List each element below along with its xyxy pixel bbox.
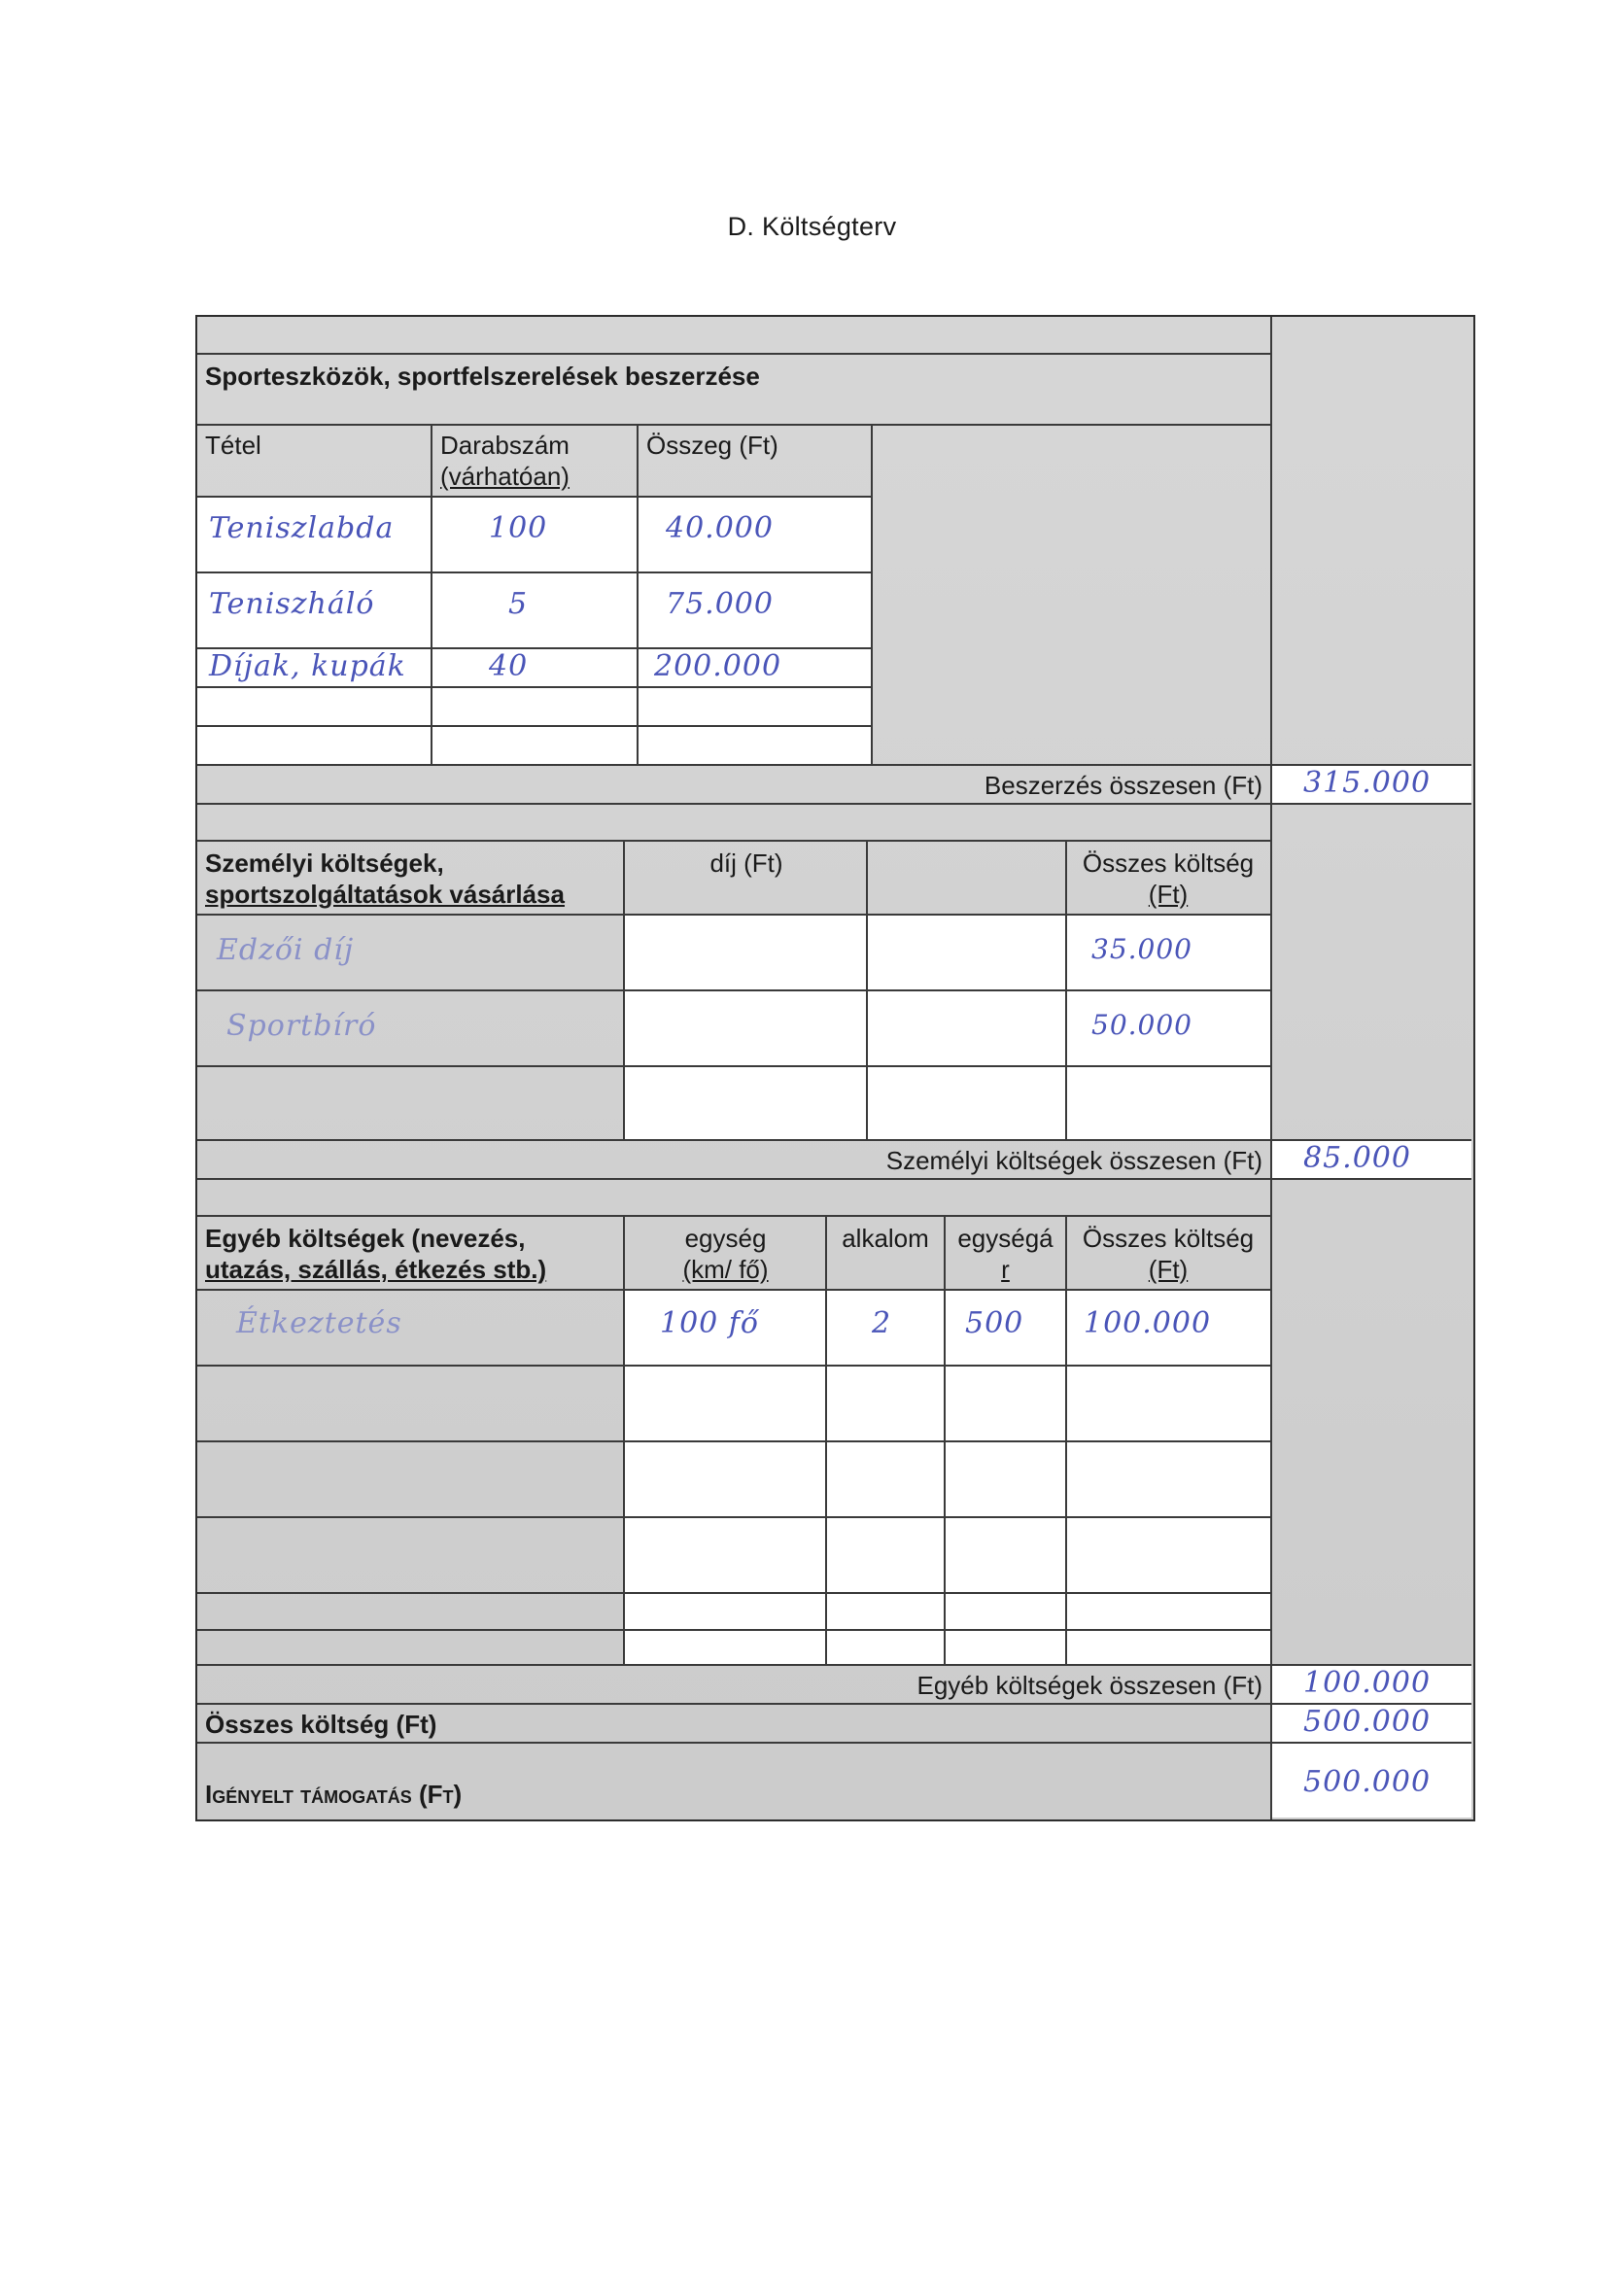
count-cell: 5 [508,587,529,621]
item-cell: Teniszlabda [209,511,395,545]
col-total-header: Összes költség [1082,849,1255,878]
rule [197,1065,1270,1067]
rule [197,686,873,688]
section1-heading: Sporteszközök, sportfelszerelések beszerzése [205,362,760,391]
grand-total-label: Összes költség (Ft) [205,1710,437,1739]
personnel-total-cell: 35.000 [1091,933,1192,965]
other-item-cell: Étkeztetés [236,1306,402,1340]
other-occasion-cell: 2 [872,1306,892,1340]
rule [637,424,639,766]
rule [197,424,1270,426]
cost-plan-table [195,315,1475,1821]
rule [197,353,1270,355]
rule [197,914,1270,916]
grand-total-value: 500.000 [1303,1705,1432,1739]
requested-label: Igényelt támogatás (Ft) [205,1780,463,1809]
section1-total-label: Beszerzés összesen (Ft) [984,771,1262,800]
personnel-total-cell: 50.000 [1091,1009,1192,1041]
rule [431,424,432,766]
rule [197,1516,1270,1518]
other-unitprice-cell: 500 [965,1306,1024,1340]
section3-total-value: 100.000 [1303,1666,1432,1700]
other-total-cell: 100.000 [1084,1306,1212,1340]
rule [197,803,1471,805]
col-occasion-header: alkalom [842,1224,929,1253]
col-fee-header: díj (Ft) [709,849,783,878]
rule [197,1440,1270,1442]
section1-total-value: 315.000 [1303,766,1432,800]
section3-heading-line2: utazás, szállás, étkezés stb.) [205,1255,547,1284]
other-unit-cell: 100 fő [660,1306,759,1340]
rule [197,725,873,727]
col-unitprice-subheader: r [1001,1255,1010,1284]
amount-cell: 40.000 [666,511,774,545]
rule [871,424,873,766]
section3-total-label: Egyéb költségek összesen (Ft) [916,1671,1262,1700]
requested-value: 500.000 [1303,1765,1432,1799]
personnel-item-cell: Edzői díj [217,933,355,967]
col-total-subheader: (Ft) [1148,880,1189,909]
col-unit-header: egység [684,1224,767,1253]
col-unit-subheader: (km/ fő) [682,1255,769,1284]
col-count-subheader: (várhatóan) [440,462,570,491]
section2-total-label: Személyi költségek összesen (Ft) [885,1146,1262,1175]
amount-cell: 75.000 [666,587,774,621]
rule [197,572,873,573]
col-amount-header: Összeg (Ft) [646,431,778,460]
rule [197,1629,1270,1631]
personnel-item-cell: Sportbíró [226,1009,377,1043]
col-count-header: Darabszám [440,431,570,460]
col-item-header: Tétel [205,431,261,460]
section3-heading: Egyéb költségek (nevezés, [205,1224,526,1253]
item-cell: Díjak, kupák [209,649,406,683]
rule [197,1215,1270,1217]
rule [197,1365,1270,1367]
rule [197,1592,1270,1594]
col-total-header: Összes költség [1082,1224,1255,1253]
amount-cell: 200.000 [654,649,782,683]
section2-heading: Személyi költségek, [205,849,444,878]
rule [197,1289,1270,1291]
count-cell: 40 [489,649,529,683]
rule [197,989,1270,991]
item-cell: Teniszháló [209,587,375,621]
count-cell: 100 [489,511,548,545]
page-title: D. Költségterv [727,212,897,241]
section2-heading-line2: sportszolgáltatások vásárlása [205,880,565,909]
section3-data-area [625,1291,1270,1666]
col-total-subheader: (Ft) [1148,1255,1189,1284]
right-column-divider [1270,317,1272,1819]
col-unitprice-header: egységá [957,1224,1054,1253]
rule [197,840,1270,842]
rule [197,1178,1471,1180]
section2-total-value: 85.000 [1303,1141,1411,1175]
rule [197,496,873,498]
